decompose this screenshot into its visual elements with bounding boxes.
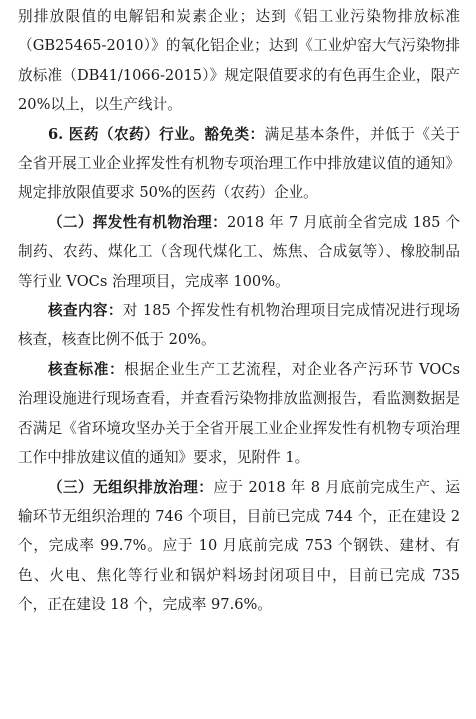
paragraph-4-check-content: [18, 296, 460, 355]
p6-heading: （三）无组织排放治理：: [48, 478, 214, 496]
paragraph-5-check-standard: [18, 355, 460, 473]
p4-heading: 核查内容：: [48, 302, 123, 320]
p6-text: 应于 2018 年 8 月底前完成生产、运输环节无组织治理的 746 个项目，目前已完成 744 个，正在建设 2 个，完成率 99.7%。应于 10 月底前完成 753 个钢铁、建材、有色、火电、焦化等行业和锅炉料场封闭项目中，目前已完成 735 个，正在建设 18 个，完成率 97.6%。: [18, 478, 460, 614]
p2-text: 满足基本条件，并低于《关于全省开展工业企业挥发性有机物专项治理工作中排放建议值的通知》规定排放限值要求 50%的医药（农药）企业。: [18, 125, 460, 202]
p3-heading: （二）挥发性有机物治理：: [48, 213, 227, 231]
paragraph-1: [18, 2, 460, 120]
paragraph-2-pharma-industry: [18, 120, 460, 208]
p1-text: 别排放限值的电解铝和炭素企业；达到《铝工业污染物排放标准（GB25465-2010）》的氧化铝企业；达到《工业炉窑大气污染物排放标准（DB41/1066-2015）》规定限值要求的有色再生企业，限产 20%以上，以生产线计。: [18, 8, 460, 114]
paragraph-3-voc-treatment: [18, 208, 460, 296]
paragraph-6-fugitive-emission: [18, 473, 460, 620]
p5-text: 根据企业生产工艺流程，对企业各产污环节 VOCs 治理设施进行现场查看，并查看污染物排放监测报告，看监测数据是否满足《省环境攻坚办关于全省开展工业企业挥发性有机物专项治理工作中排放建议值的通知》要求，见附件 1。: [18, 360, 460, 467]
p5-heading: 核查标准：: [48, 360, 125, 378]
p3-text: 2018 年 7 月底前全省完成 185 个制药、农药、煤化工（含现代煤化工、炼焦、合成氨等）、橡胶制品等行业 VOCs 治理项目，完成率 100%。: [18, 213, 460, 290]
p4-text: 对 185 个挥发性有机物治理项目完成情况进行现场核查，核查比例不低于 20%。: [18, 302, 460, 349]
p2-heading: 6. 医药（农药）行业。豁免类：: [48, 125, 265, 143]
